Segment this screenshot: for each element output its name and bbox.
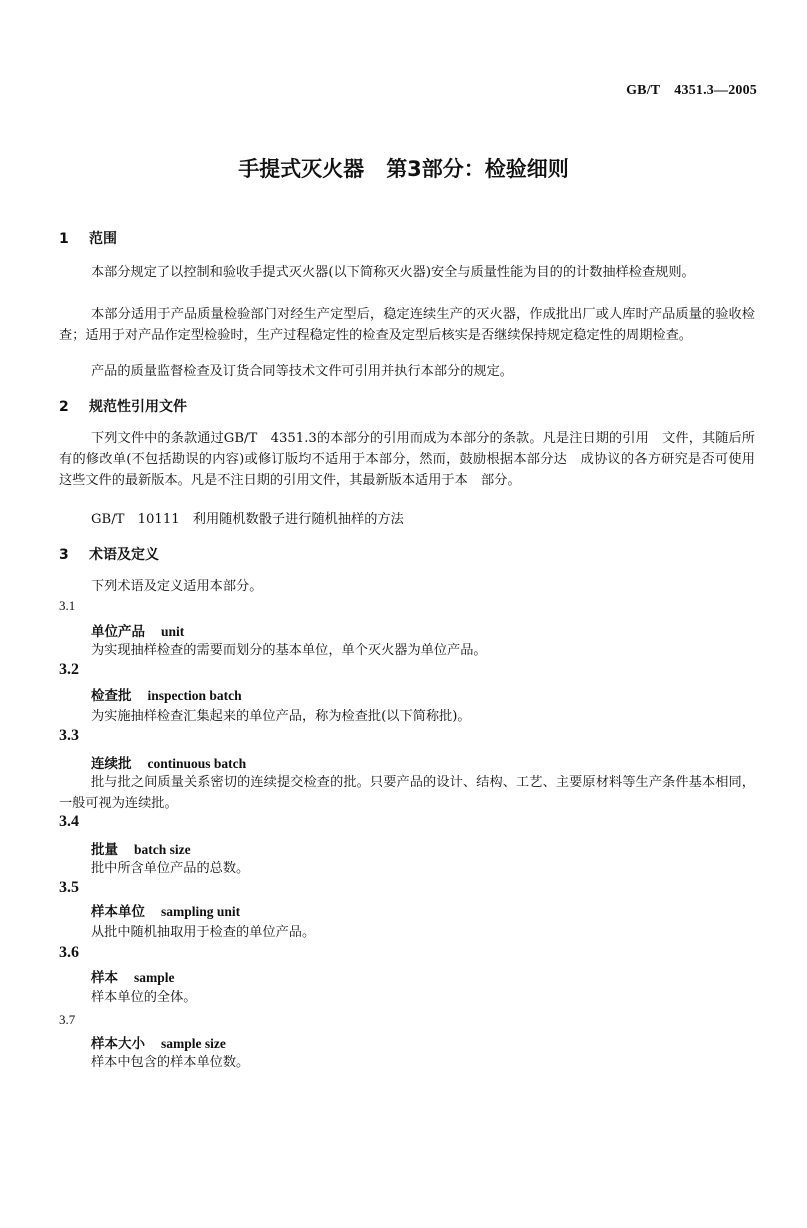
term-definition: 样本中包含的样本单位数。 — [91, 1055, 250, 1070]
section-3-intro: 下列术语及定义适用本部分。 — [91, 579, 263, 594]
standard-code: GB/T 4351.3—2005 — [626, 83, 757, 98]
term-number: 3.5 — [59, 879, 79, 896]
term-number: 3.4 — [59, 813, 79, 830]
term-en: unit — [161, 624, 185, 639]
section-title: 术语及定义 — [89, 547, 159, 563]
title-part-1: 手提式灭火器 — [238, 157, 365, 181]
term-zh: 批量 — [91, 842, 118, 858]
term-zh: 连续批 — [91, 756, 132, 772]
term-heading — [91, 900, 240, 920]
term-en: sampling unit — [161, 904, 241, 919]
term-number: 3.3 — [59, 727, 79, 744]
section-title: 规范性引用文件 — [89, 399, 187, 415]
term-number: 3.1 — [59, 598, 76, 613]
term-heading — [91, 966, 175, 986]
term-heading — [91, 620, 184, 640]
section-1-heading — [59, 228, 117, 248]
section-number: 2 — [59, 399, 69, 415]
section-3-heading — [59, 544, 159, 564]
section-1-paragraph-1: 本部分规定了以控制和验收手提式灭火器(以下简称灭火器)安全与质量性能为目的的计数抽样检查规则。 — [91, 265, 695, 280]
term-number: 3.6 — [59, 944, 79, 961]
term-zh: 检查批 — [91, 688, 132, 704]
title-part-2: 第3部分：检验细则 — [386, 157, 569, 181]
term-zh: 样本单位 — [91, 904, 145, 920]
section-2-paragraph-1: 下列文件中的条款通过GB/T 4351.3的本部分的引用而成为本部分的条款。凡是注日期的引用 文件，其随后所有的修改单(不包括勘误的内容)或修订版均不适用于本部分，然而，鼓励根据本部分达 成协议的各方研究是否可使用这些文件的最新版本。凡是不注日期的引用文件，其最新版本适用于本 部分。 — [59, 431, 755, 488]
term-zh: 样本 — [91, 970, 118, 986]
term-en: continuous batch — [147, 756, 247, 771]
term-en: sample size — [161, 1036, 226, 1051]
term-heading — [91, 684, 242, 704]
term-number: 3.7 — [59, 1012, 76, 1027]
term-number: 3.2 — [59, 661, 79, 678]
section-number: 3 — [59, 547, 69, 563]
term-heading — [91, 752, 246, 772]
normative-reference: GB/T 10111 利用随机数骰子进行随机抽样的方法 — [91, 512, 404, 527]
section-2-heading — [59, 396, 187, 416]
term-en: batch size — [134, 842, 191, 857]
term-heading — [91, 838, 191, 858]
term-en: sample — [134, 970, 175, 985]
term-definition: 样本单位的全体。 — [91, 990, 197, 1005]
term-definition: 为实现抽样检查的需要而划分的基本单位，单个灭火器为单位产品。 — [91, 643, 487, 658]
section-number: 1 — [59, 231, 69, 247]
section-1-paragraph-2: 本部分适用于产品质量检验部门对经生产定型后，稳定连续生产的灭火器，作成批出厂或人库时产品质量的验收检查；适用于对产品作定型检验时，生产过程稳定性的检查及定型后核实是否继续保持规定稳定性的周期检查。 — [59, 307, 755, 343]
term-zh: 样本大小 — [91, 1036, 145, 1052]
term-definition: 从批中随机抽取用于检查的单位产品。 — [91, 925, 316, 940]
term-en: inspection batch — [147, 688, 242, 703]
section-title: 范围 — [89, 231, 117, 247]
term-definition: 批与批之间质量关系密切的连续提交检查的批。只要产品的设计、结构、工艺、主要原材料等生产条件基本相同，一般可视为连续批。 — [59, 775, 755, 811]
term-definition: 为实施抽样检查汇集起来的单位产品，称为检查批(以下简称批)。 — [91, 709, 471, 724]
section-1-paragraph-3: 产品的质量监督检查及订货合同等技术文件可引用并执行本部分的规定。 — [91, 364, 513, 379]
term-zh: 单位产品 — [91, 624, 145, 640]
term-heading — [91, 1032, 226, 1052]
document-title — [0, 153, 807, 183]
term-definition: 批中所含单位产品的总数。 — [91, 861, 250, 876]
